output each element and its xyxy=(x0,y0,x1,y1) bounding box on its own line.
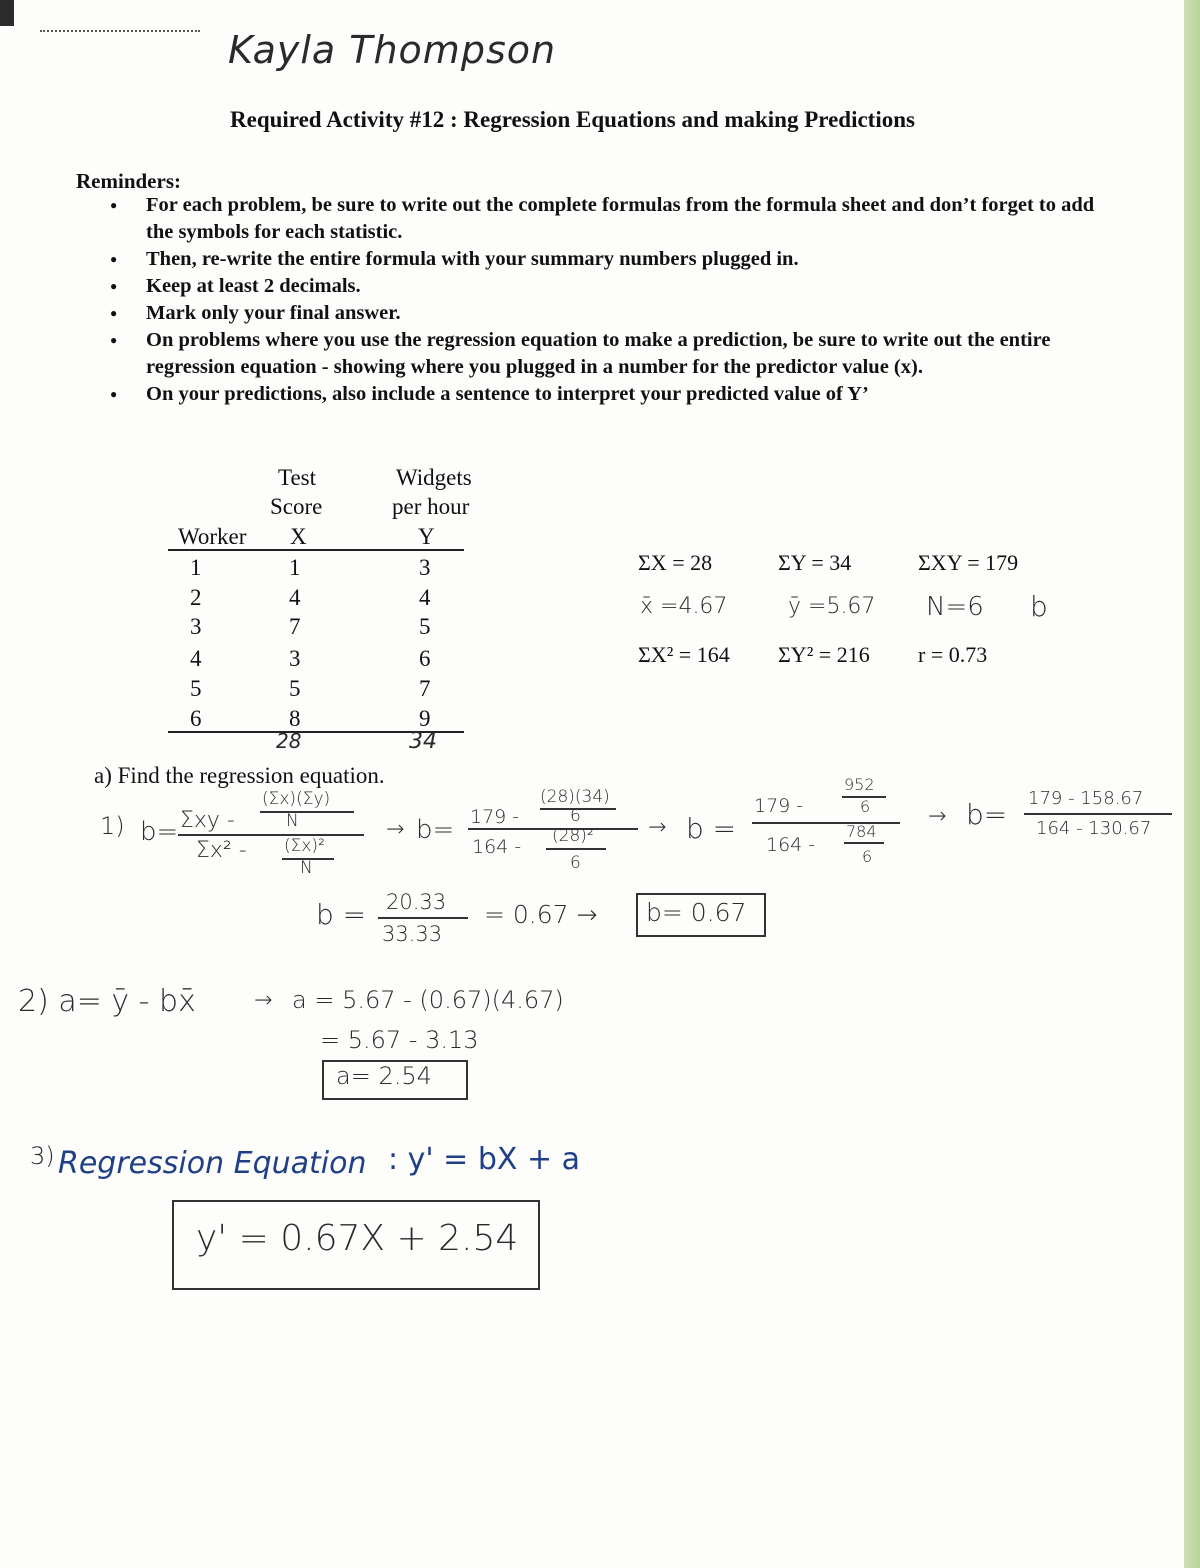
table-cell-worker: 2 xyxy=(190,585,202,610)
arrow-icon: → xyxy=(928,804,947,829)
b-equals: b= xyxy=(140,817,179,847)
intercept-line-2: = 5.67 - 3.13 xyxy=(320,1026,479,1054)
paper-edge xyxy=(1184,0,1200,1568)
table-cell-y: 7 xyxy=(419,676,431,701)
reminder-item: ● Mark only your final answer. xyxy=(110,300,1110,327)
step-1-number: 1) xyxy=(100,812,125,840)
n-count: N=6 xyxy=(926,592,984,622)
sum-x-squared: ΣX² = 164 xyxy=(638,642,730,667)
table-cell-x: 4 xyxy=(289,585,301,610)
top-dotted-line xyxy=(40,30,200,33)
table-cell-worker: 3 xyxy=(190,614,202,639)
formula-num-a: Σxy - xyxy=(180,808,235,833)
formula-num-n: N xyxy=(286,811,299,831)
part-a-prompt: a) Find the regression equation. xyxy=(94,763,385,788)
mean-y: ȳ =5.67 xyxy=(788,594,876,619)
plug2-den-bar xyxy=(844,842,884,844)
plug1-den-bar xyxy=(546,848,606,850)
result-value: = 0.67 → xyxy=(484,900,598,929)
plug1-num-b: (28)(34) xyxy=(540,787,610,807)
table-cell-x: 3 xyxy=(289,646,301,671)
formula-main-bar xyxy=(178,834,364,836)
table-cell-y: 3 xyxy=(419,555,431,580)
plug2-main-bar xyxy=(752,822,900,824)
table-cell-y: 9 xyxy=(419,706,431,731)
formula-num-bar xyxy=(260,811,354,813)
intercept-formula: 2) a= ȳ - bx̄ xyxy=(18,984,196,1019)
reminders-list xyxy=(110,192,1110,408)
plug1-den-c: 6 xyxy=(570,853,581,873)
final-intercept: a= 2.54 xyxy=(336,1062,432,1090)
plug2-num-a: 179 - xyxy=(754,795,804,817)
worker-header: Worker xyxy=(178,524,247,549)
result-numerator: 20.33 xyxy=(386,890,447,914)
reminder-item: ● Keep at least 2 decimals. xyxy=(110,273,1110,300)
plug1-den-b: (28)² xyxy=(552,826,594,846)
mean-x: x̄ =4.67 xyxy=(640,594,728,619)
plug1-num-c: 6 xyxy=(570,806,581,826)
plug3-b-equals: b= xyxy=(966,798,1008,831)
plug2-den-c: 6 xyxy=(862,847,873,866)
student-name: Kayla Thompson xyxy=(228,28,557,72)
regression-equation-form: : y' = bX + a xyxy=(388,1142,581,1177)
table-cell-x: 8 xyxy=(289,706,301,731)
y-symbol-header: Y xyxy=(418,524,435,549)
reminder-item: ● Then, re-write the entire formula with your summary numbers plugged in. xyxy=(110,246,1110,273)
y-header-line2: per hour xyxy=(392,494,470,519)
table-cell-y: 4 xyxy=(419,585,431,610)
regression-equation-label: Regression Equation xyxy=(58,1146,367,1181)
table-cell-x: 1 xyxy=(289,555,301,580)
plug2-num-b: 952 xyxy=(844,775,875,794)
header-underline xyxy=(168,549,464,551)
table-cell-y: 5 xyxy=(419,614,431,639)
y-header-line1: Widgets xyxy=(396,465,472,490)
plug2-den-b: 784 xyxy=(846,822,877,841)
result-bar xyxy=(378,917,468,919)
step-3-number: 3) xyxy=(30,1142,55,1170)
reminder-item: ● For each problem, be sure to write out the complete formulas from the formula sheet and don’t forget to add the symbols for each statistic. xyxy=(110,192,1110,246)
table-cell-x: 5 xyxy=(289,676,301,701)
formula-den-b: (Σx)² xyxy=(284,836,325,856)
b-note: b xyxy=(1030,590,1048,623)
arrow-icon: → xyxy=(254,988,273,1013)
x-header-line2: Score xyxy=(270,494,323,519)
table-cell-worker: 6 xyxy=(190,706,202,731)
reminders-label: Reminders: xyxy=(76,169,181,193)
x-header-line1: Test xyxy=(278,465,316,490)
plug2-b-equals: b = xyxy=(686,812,737,845)
reminder-item: ● On your predictions, also include a sentence to interpret your predicted value of Y’ xyxy=(110,381,1110,408)
formula-den-n: N xyxy=(300,858,313,878)
formula-den-a: Σx² - xyxy=(196,838,247,863)
total-x: 28 xyxy=(276,729,302,753)
final-slope: b= 0.67 xyxy=(646,898,747,927)
plug1-b-equals: b= xyxy=(416,815,455,845)
correlation-r: r = 0.73 xyxy=(918,642,988,667)
result-denominator: 33.33 xyxy=(382,922,443,946)
plug1-num-a: 179 - xyxy=(470,806,520,828)
arrow-icon: → xyxy=(648,815,667,840)
total-y: 34 xyxy=(409,729,437,754)
sum-y-squared: ΣY² = 216 xyxy=(778,642,870,667)
arrow-icon: → xyxy=(386,817,405,842)
plug3-numerator: 179 - 158.67 xyxy=(1028,788,1144,809)
plug1-den-a: 164 - xyxy=(472,836,522,858)
table-cell-worker: 5 xyxy=(190,676,202,701)
plug3-denominator: 164 - 130.67 xyxy=(1036,818,1152,839)
result-b-equals: b = xyxy=(316,898,367,931)
plug3-bar xyxy=(1024,813,1172,815)
sum-x: ΣX = 28 xyxy=(638,550,713,575)
x-symbol-header: X xyxy=(290,524,307,549)
intercept-line-1: a = 5.67 - (0.67)(4.67) xyxy=(292,986,564,1014)
final-regression-equation: y' = 0.67X + 2.54 xyxy=(196,1218,519,1259)
corner-mark xyxy=(0,0,14,26)
plug2-den-a: 164 - xyxy=(766,834,816,856)
table-cell-worker: 1 xyxy=(190,555,202,580)
table-cell-worker: 4 xyxy=(190,646,202,671)
reminder-item: ● On problems where you use the regression equation to make a prediction, be sure to write out the entire regression equation - showing where you plugged in a number for the predictor value (x). xyxy=(110,327,1110,381)
sum-xy: ΣXY = 179 xyxy=(918,550,1019,575)
plug2-num-c: 6 xyxy=(860,797,871,816)
sum-y: ΣY = 34 xyxy=(778,550,852,575)
formula-num-b: (Σx)(Σy) xyxy=(262,789,331,809)
page-title: Required Activity #12 : Regression Equations and making Predictions xyxy=(230,107,915,132)
table-cell-y: 6 xyxy=(419,646,431,671)
table-cell-x: 7 xyxy=(289,614,301,639)
